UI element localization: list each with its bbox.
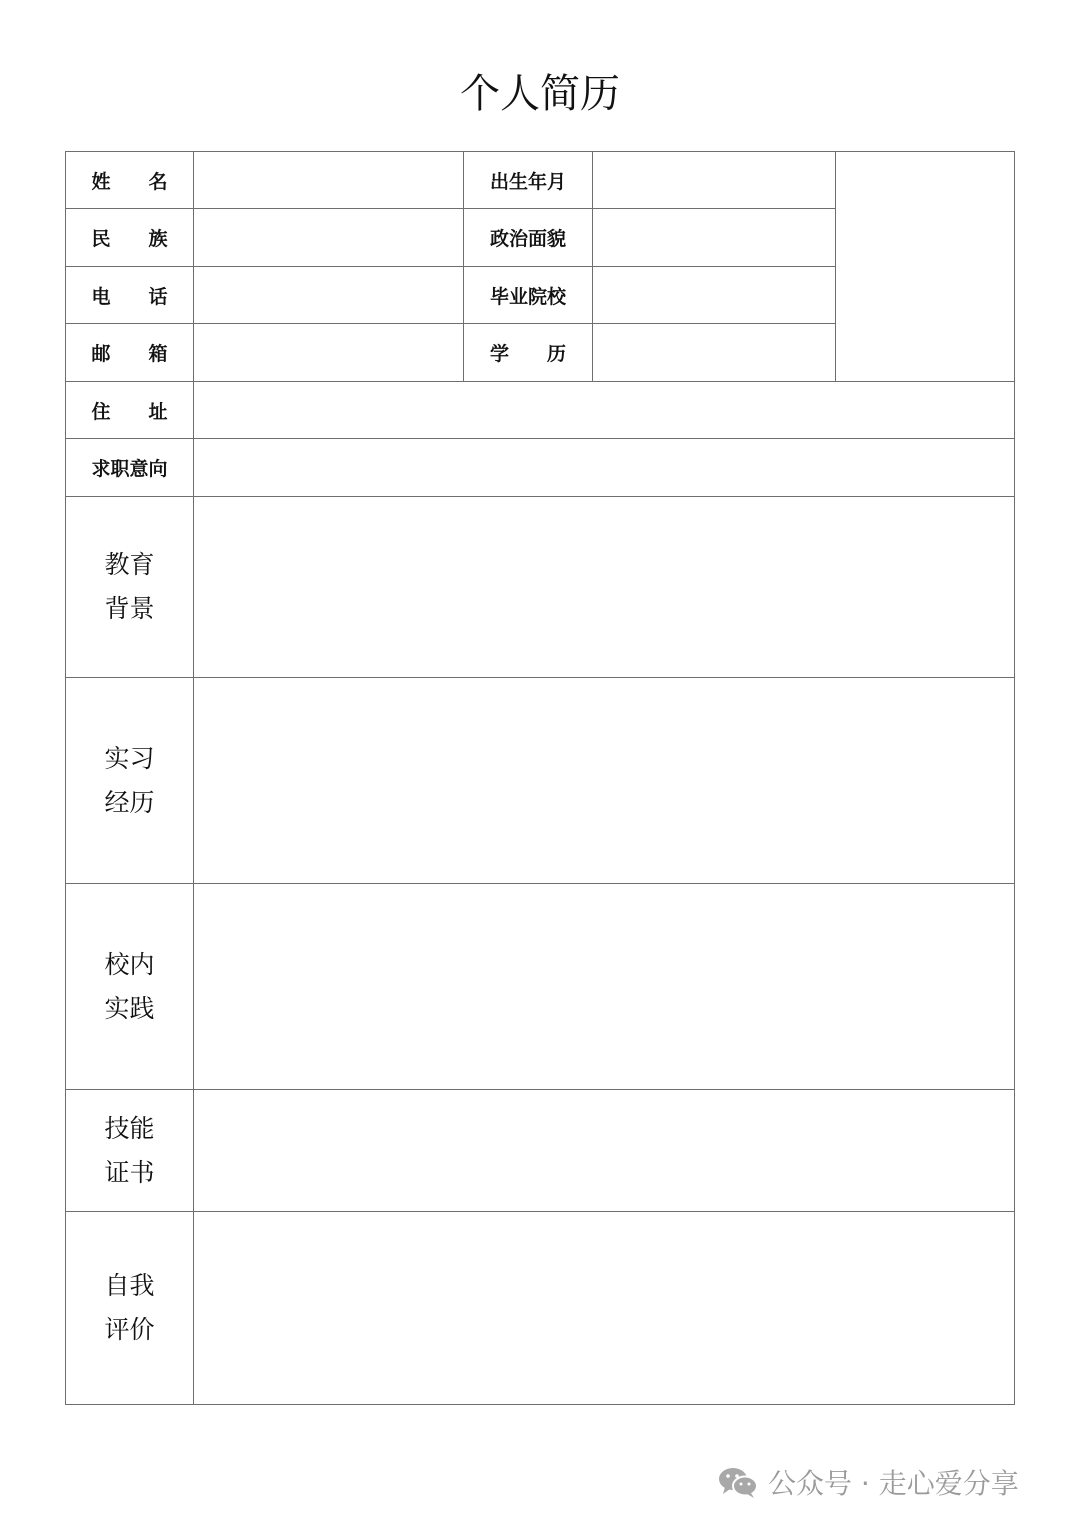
political-status-label: 政治面貌 xyxy=(464,209,593,267)
campus-practice-field[interactable] xyxy=(194,884,1015,1090)
table-row xyxy=(66,884,1015,1090)
table-row xyxy=(66,1212,1015,1405)
self-evaluation-label: 自我 评价 xyxy=(66,1212,194,1405)
table-row xyxy=(66,382,1015,439)
campus-practice-label: 校内 实践 xyxy=(66,884,194,1090)
education-label: 教育 背景 xyxy=(66,497,194,678)
photo-box[interactable] xyxy=(836,152,1015,382)
degree-label: 学 历 xyxy=(464,324,593,382)
birth-date-label: 出生年月 xyxy=(464,152,593,209)
watermark xyxy=(716,1462,1019,1502)
email-label: 邮 箱 xyxy=(66,324,194,382)
education-field[interactable] xyxy=(194,497,1015,678)
job-intent-field[interactable] xyxy=(194,439,1015,497)
birth-date-field[interactable] xyxy=(593,152,836,209)
table-row xyxy=(66,439,1015,497)
skills-certificates-field[interactable] xyxy=(194,1090,1015,1212)
resume-table xyxy=(65,151,1015,1405)
watermark-text: 公众号 · 走心爱分享 xyxy=(768,1467,1019,1500)
name-label: 姓 名 xyxy=(66,152,194,209)
political-status-field[interactable] xyxy=(593,209,836,267)
table-row xyxy=(66,678,1015,884)
degree-field[interactable] xyxy=(593,324,836,382)
internship-label: 实习 经历 xyxy=(66,678,194,884)
ethnicity-field[interactable] xyxy=(194,209,464,267)
self-evaluation-field[interactable] xyxy=(194,1212,1015,1405)
school-label: 毕业院校 xyxy=(464,267,593,324)
table-row xyxy=(66,152,1015,209)
email-field[interactable] xyxy=(194,324,464,382)
page-title: 个人简历 xyxy=(460,71,620,117)
school-field[interactable] xyxy=(593,267,836,324)
job-intent-label: 求职意向 xyxy=(66,439,194,497)
table-row xyxy=(66,497,1015,678)
phone-label: 电 话 xyxy=(66,267,194,324)
address-label: 住 址 xyxy=(66,382,194,439)
address-field[interactable] xyxy=(194,382,1015,439)
ethnicity-label: 民 族 xyxy=(66,209,194,267)
table-row xyxy=(66,1090,1015,1212)
skills-certificates-label: 技能 证书 xyxy=(66,1090,194,1212)
internship-field[interactable] xyxy=(194,678,1015,884)
name-field[interactable] xyxy=(194,152,464,209)
wechat-icon xyxy=(716,1465,760,1499)
phone-field[interactable] xyxy=(194,267,464,324)
